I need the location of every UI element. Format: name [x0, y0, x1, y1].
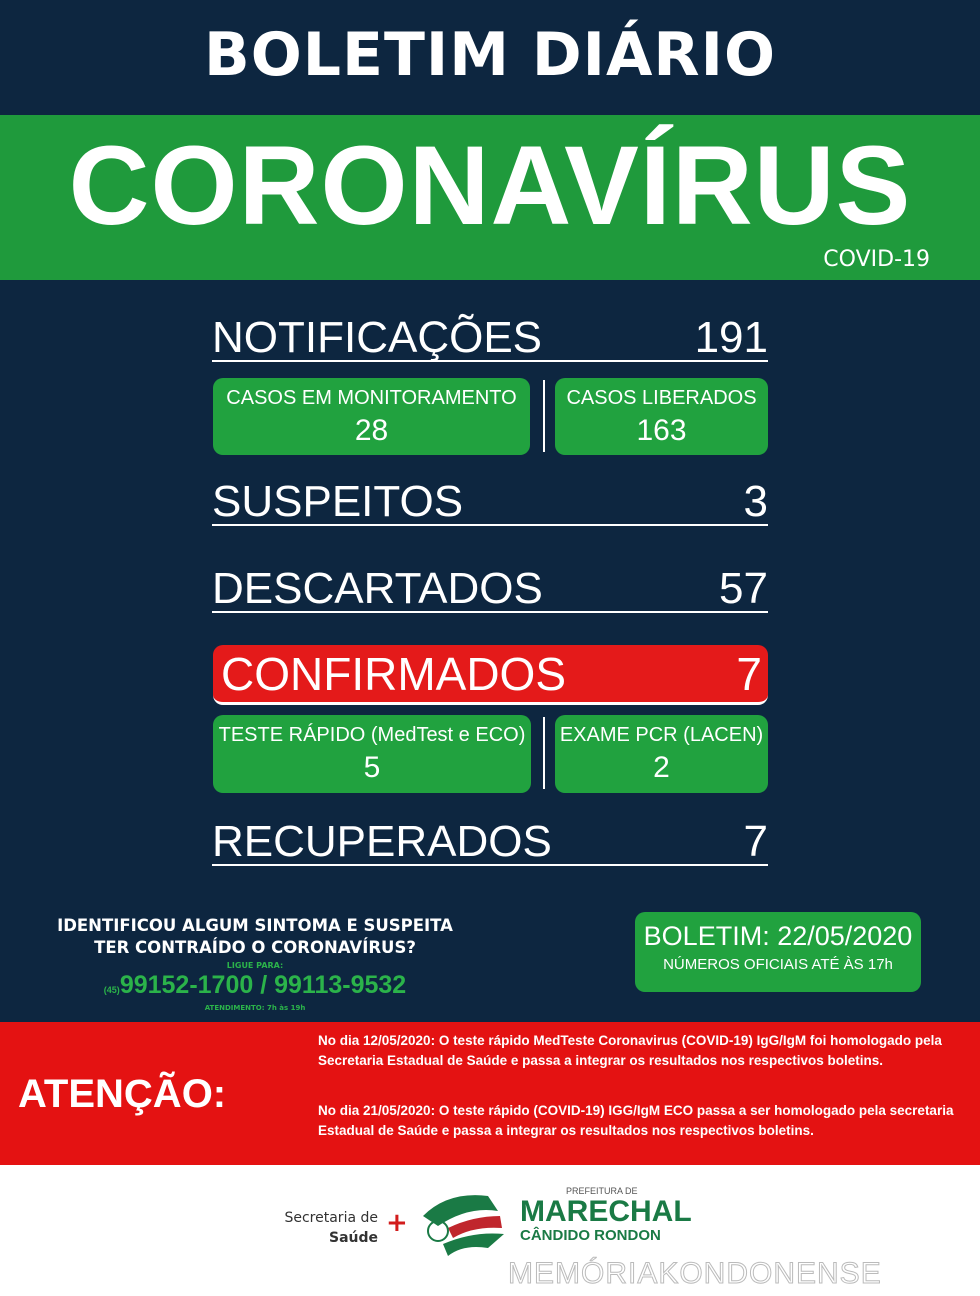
- recuperados-label: RECUPERADOS: [212, 817, 552, 866]
- pcr-value: 2: [653, 751, 670, 784]
- teste-rapido-value: 5: [363, 751, 381, 784]
- atencao-note-2: No dia 21/05/2020: O teste rápido (COVID-19) IGG/IgM ECO passa a ser homologado pela secretaria Estadual de Saúde e passa a integrar os resultados nos respectivos boletins.: [318, 1103, 954, 1138]
- suspeitos-value: 3: [743, 477, 768, 526]
- monitoramento-value: 28: [354, 414, 389, 447]
- watermark: MEMÓRIAKONDONENSE: [508, 1257, 882, 1290]
- confirmados-label: CONFIRMADOS: [221, 647, 566, 700]
- pcr-label: EXAME PCR (LACEN): [559, 724, 764, 746]
- descartados-label: DESCARTADOS: [212, 564, 543, 613]
- plus-cross-icon: +: [386, 1208, 408, 1238]
- notificacoes-row: [212, 313, 768, 362]
- monitoramento-label: CASOS EM MONITORAMENTO: [226, 387, 517, 409]
- pcr-box: [555, 715, 768, 793]
- liberados-box: [555, 378, 768, 455]
- sec-line-1: Secretaria de: [284, 1210, 378, 1226]
- atencao-title: ATENÇÃO:: [18, 1072, 227, 1116]
- prefeitura-label: PREFEITURA DE: [566, 1186, 638, 1196]
- city-name-1: MARECHAL: [520, 1195, 692, 1228]
- confirmados-value: 7: [736, 647, 762, 700]
- bulletin-title: BOLETIM DIÁRIO: [204, 20, 776, 90]
- phones: 99152-1700 / 99113-9532: [119, 971, 407, 999]
- notificacoes-value: 191: [694, 313, 768, 362]
- sec-line-2: Saúde: [328, 1230, 378, 1246]
- flag-emblem-icon: [418, 1186, 508, 1258]
- help-question-1: IDENTIFICOU ALGUM SINTOMA E SUSPEITA: [57, 916, 453, 935]
- recuperados-value: 7: [743, 817, 768, 866]
- suspeitos-label: SUSPEITOS: [212, 477, 464, 526]
- city-name-2: CÂNDIDO RONDON: [520, 1227, 661, 1244]
- divider: [543, 717, 545, 789]
- divider: [543, 380, 545, 452]
- help-question-2: TER CONTRAÍDO O CORONAVÍRUS?: [94, 938, 416, 957]
- covid-subtitle: COVID-19: [823, 247, 930, 272]
- secretaria-saude-logo: [270, 1208, 378, 1248]
- boletim-date-box: [635, 912, 921, 992]
- notificacoes-label: NOTIFICAÇÕES: [212, 313, 543, 362]
- ligue-label: LIGUE PARA:: [226, 961, 284, 970]
- teste-rapido-label: TESTE RÁPIDO (MedTest e ECO): [218, 724, 526, 746]
- recuperados-row: [212, 817, 768, 866]
- monitoramento-box: [213, 378, 530, 455]
- boletim-note: NÚMEROS OFICIAIS ATÉ ÀS 17h: [663, 955, 893, 973]
- descartados-value: 57: [719, 564, 768, 613]
- teste-rapido-box: [213, 715, 531, 793]
- liberados-value: 163: [636, 414, 687, 447]
- descartados-row: [212, 564, 768, 613]
- suspeitos-row: [212, 477, 768, 526]
- boletim-date: BOLETIM: 22/05/2020: [643, 921, 913, 951]
- phone-numbers: [20, 971, 490, 1004]
- prefeitura-logo: [520, 1186, 692, 1244]
- confirmados-row: [213, 645, 768, 705]
- atencao-note-1: No dia 12/05/2020: O teste rápido MedTeste Coronavirus (COVID-19) IgG/IgM foi homologado pela Secretaria Estadual de Saúde e passa a integrar os resultados nos respectivos boletins.: [318, 1033, 942, 1068]
- atendimento-hours: ATENDIMENTO: 7h às 19h: [204, 1004, 306, 1012]
- liberados-label: CASOS LIBERADOS: [566, 387, 757, 409]
- coronavirus-heading: CORONAVÍRUS: [68, 123, 912, 248]
- area-code: (45): [103, 985, 120, 995]
- help-block: [20, 915, 490, 1013]
